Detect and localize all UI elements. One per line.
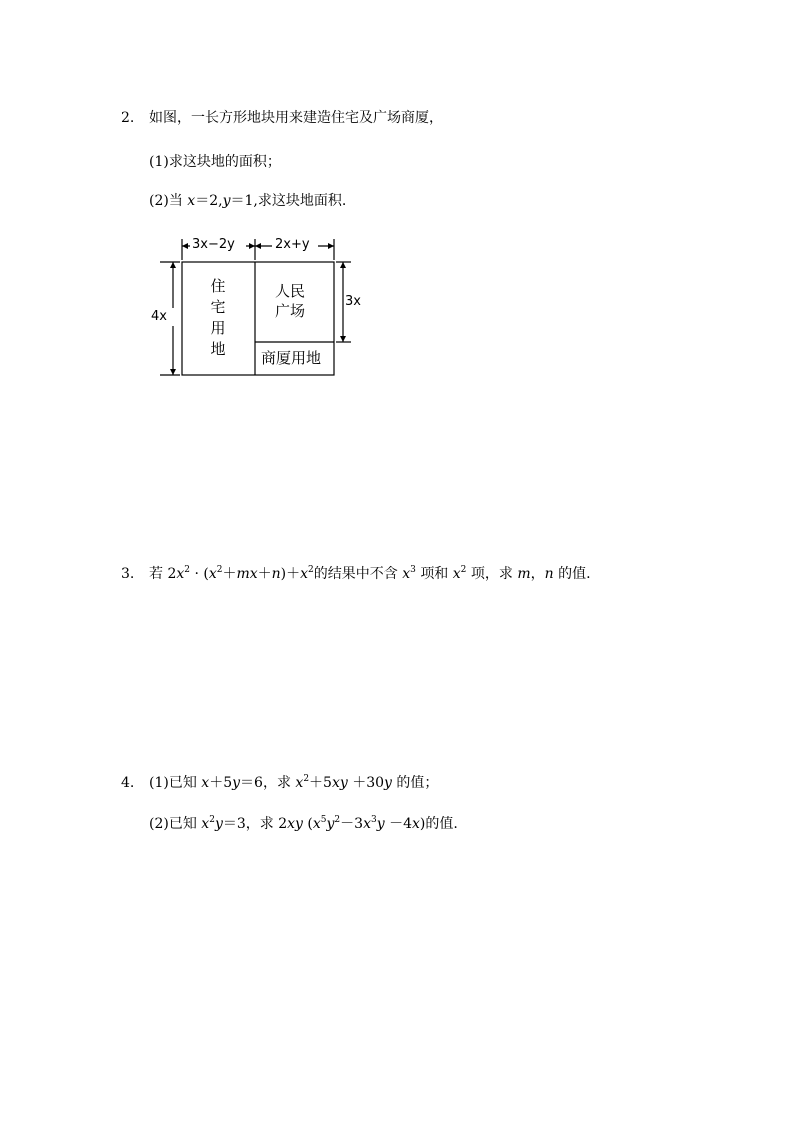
question-text: 如图，一长方形地块用来建造住宅及广场商厦，	[149, 110, 443, 126]
question-number: 2.	[121, 110, 135, 126]
question-2-stem	[121, 109, 443, 127]
dimension-label-top-right: 2x+y	[275, 237, 310, 252]
question-4-part-2: (2)已知 $x^2y=3$，求 2xy $(x^5y^2-3x^3y -4x)$的值.	[149, 815, 458, 832]
question-4-part-1: 4. (1)已知 x＋5y＝6，求 $x^2+5xy +30y$ 的值；	[121, 774, 439, 791]
land-plot-diagram	[148, 226, 368, 382]
residential-land-label: 住 宅 用 地	[210, 277, 226, 358]
dimension-label-left: 4x	[151, 309, 167, 324]
question-number: 4.	[121, 775, 135, 791]
mall-land-label: 商厦用地	[261, 349, 322, 367]
dimension-label-right: 3x	[345, 294, 361, 309]
question-number: 3.	[121, 566, 135, 582]
square-label-line-1: 人民	[275, 282, 306, 300]
square-label-line-2: 广场	[275, 302, 306, 320]
land-plot-lines	[148, 226, 368, 382]
dimension-label-top-left: 3x−2y	[192, 237, 235, 252]
question-3: 3. 若 $2x^2 \cdot (x^2+mx+n)+x^2$的结果中不含 $x^3$ 项和 $x^2$ 项，求 m，n 的值.	[121, 565, 591, 582]
question-2-part-1: (1)求这块地的面积；	[149, 154, 281, 170]
question-2-part-2: (2)当 x＝2,y＝1,求这块地面积.	[149, 193, 347, 209]
